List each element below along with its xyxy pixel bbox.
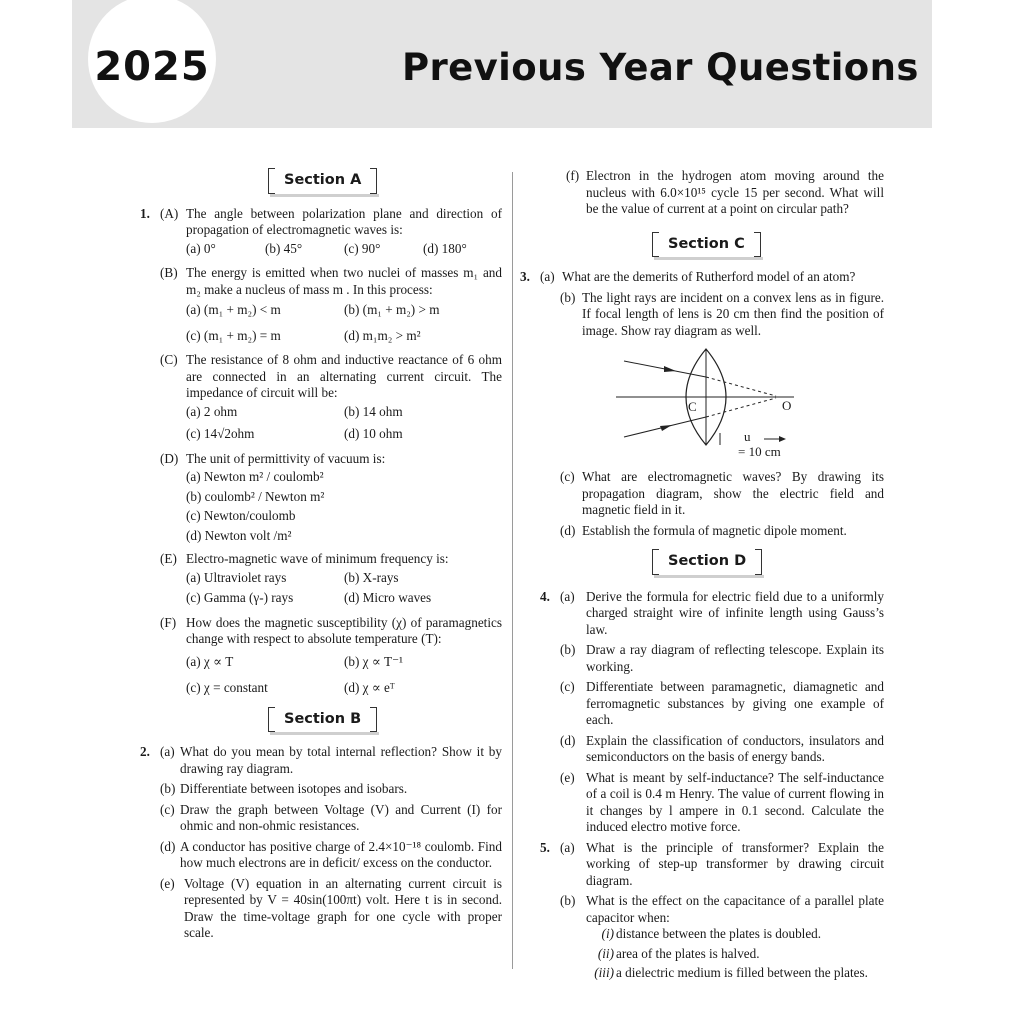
option: (d) 180° — [423, 240, 467, 256]
question-1 — [140, 206, 502, 701]
question-number: 5. — [540, 839, 550, 855]
section-d-heading: Section D — [652, 549, 762, 575]
q1-part-a: (A) The angle between polarization plane and direction of propagation of electromagnetic waves is: (a) 0° (b) 45° (c) 90° (d) 180° — [160, 206, 502, 262]
section-a-heading: Section A — [268, 168, 377, 194]
option: (b) 45° — [265, 240, 303, 256]
question-4 — [540, 589, 884, 836]
question-number: 1. — [140, 205, 150, 221]
q3-part-c: (c) What are electromagnetic waves? By drawing its propagation diagram, show the electric field and magnetic field in it. — [560, 469, 884, 517]
option: (c) Newton/coulomb — [186, 508, 296, 523]
option: (a) (m₁ + m₂) < m — [186, 302, 281, 317]
q4-part-a: (a) Derive the formula for electric field due to a uniformly charged straight wire of infinite length using Gauss’s law. — [560, 588, 884, 637]
q2-part-d: (d) A conductor has positive charge of 2.4×10⁻¹⁸ coulomb. Find how much electrons are in deficit/ excess on the conductor. — [160, 838, 502, 870]
option: (b) 14 ohm — [344, 403, 403, 419]
option: (a) 2 ohm — [186, 403, 238, 419]
option: (a) Ultraviolet rays — [186, 569, 287, 585]
option: (c) Gamma (γ-) rays — [186, 590, 294, 605]
lens-centre-label: C — [688, 399, 697, 414]
u-label: u — [744, 429, 751, 444]
option: (a) χ ∝ T — [186, 653, 234, 669]
q4-part-e: (e) What is meant by self-inductance? The self-inductance of a coil is 0.4 m Henry. The value of current flowing in it changes by l ampere in 0.1 second. Calculate the induced electro motive force. — [560, 769, 884, 834]
option: (d) Micro waves — [344, 590, 432, 605]
distance-label: = 10 cm — [738, 444, 781, 459]
q2-part-c: (c) Draw the graph between Voltage (V) and Current (I) for ohmic and non-ohmic resistances. — [160, 801, 502, 833]
option: (d) Newton volt /m² — [186, 527, 292, 543]
option: (b) X-rays — [344, 569, 399, 585]
q3-part-d: (d) Establish the formula of magnetic dipole moment. — [560, 522, 847, 538]
option: (d) 10 ohm — [344, 426, 403, 441]
options — [186, 654, 502, 701]
option: (d) χ ∝ eᵀ — [344, 680, 395, 695]
question-3 — [520, 269, 884, 539]
convex-lens-figure — [616, 345, 806, 463]
q5-sub-ii: (ii) area of the plates is halved. — [597, 945, 760, 961]
question-5 — [540, 840, 884, 982]
q2-part-a: (a) What do you mean by total internal reflection? Show it by drawing ray diagram. — [160, 744, 502, 776]
q5-sub-i: (i) distance between the plates is doubled. — [601, 926, 822, 941]
question-number: 3. — [520, 269, 530, 284]
q5-sub-iii: (iii) a dielectric medium is filled between the plates. — [594, 965, 868, 980]
page-title: Previous Year Questions — [402, 46, 919, 89]
option: (d) m₁m₂ > m² — [344, 327, 421, 343]
option: (c) χ = constant — [186, 680, 268, 695]
q1-part-c: (C) The resistance of 8 ohm and inductive reactance of 6 ohm are connected in an alternating current circuit. The impedance of circuit will be: (a) 2 ohm (b) 14 ohm (c) 14√2ohm (d) 10 ohm — [160, 352, 502, 447]
q1-part-f: (F) How does the magnetic susceptibility (χ) of paramagnetics change with respect to absolute temperature (T): (a) χ ∝ T (b) χ ∝ T⁻¹ (c) χ = constant (d) χ ∝ eᵀ — [160, 615, 502, 701]
q3-part-b: (b) The light rays are incident on a convex lens as in figure. If focal length of lens is 20 cm then find the position of image. Show ray diagram as well. — [560, 289, 884, 338]
q3-part-a: (a) What are the demerits of Rutherford model of an atom? — [540, 269, 856, 284]
column-divider — [512, 172, 513, 969]
option: (c) 14√2ohm — [186, 426, 255, 441]
q2-part-b: (b) Differentiate between isotopes and isobars. — [160, 781, 408, 796]
options — [186, 570, 502, 611]
option: (c) (m₁ + m₂) = m — [186, 327, 281, 343]
option: (b) χ ∝ T⁻¹ — [344, 653, 404, 669]
options — [186, 302, 502, 348]
question-number: 2. — [140, 744, 150, 759]
q4-part-b: (b) Draw a ray diagram of reflecting telescope. Explain its working. — [560, 642, 884, 674]
section-b-heading: Section B — [268, 707, 377, 733]
q2-part-f: (f) Electron in the hydrogen atom moving around the nucleus with 6.0×10¹⁵ cycle 15 per second. What will be the value of current at a point on circular path? — [566, 168, 884, 216]
q1-part-e: (E) Electro-magnetic wave of minimum frequency is: (a) Ultraviolet rays (b) X-rays (c) Gamma (γ-) rays (d) Micro waves — [160, 551, 502, 611]
question-2 — [140, 744, 502, 942]
option: (c) 90° — [344, 240, 381, 256]
option: (a) Newton m² / coulomb² — [186, 469, 324, 484]
q5-part-b: (b) What is the effect on the capacitance of a parallel plate capacitor when: (i) distance between the plates is doubled. (ii) area of the plates is halved. (iii) a dielectric medium is filled between the plates. — [560, 893, 884, 980]
q2-part-e: (e) Voltage (V) equation in an alternating current circuit is represented by V = 40sin(100πt) volt. Here t is in second. Draw the time-voltage graph for one cycle with proper scale. — [160, 875, 502, 940]
options — [186, 241, 502, 262]
q1-part-d: (D) The unit of permittivity of vacuum is: (a) Newton m² / coulomb² (b) coulomb² / Newton m² (c) Newton/coulomb (d) Newton volt /m² — [160, 451, 502, 548]
options — [186, 404, 502, 447]
q4-part-d: (d) Explain the classification of conductors, insulators and semiconductors on the basis of energy bands. — [560, 732, 884, 764]
right-column — [520, 168, 884, 986]
q4-part-c: (c) Differentiate between paramagnetic, diamagnetic and ferromagnetic substances by giving one example of each. — [560, 679, 884, 727]
question-number: 4. — [540, 588, 550, 604]
section-c-heading: Section C — [652, 232, 761, 258]
option: (b) coulomb² / Newton m² — [186, 488, 325, 504]
q5-part-a: (a) What is the principle of transformer? Explain the working of step-up transformer by drawing circuit diagram. — [560, 839, 884, 888]
q1-part-b: (B) The energy is emitted when two nuclei of masses m₁ and m₂ make a nucleus of mass m . In this process: (a) (m₁ + m₂) < m (b) (m₁ + m₂) > m (c) (m₁ + m₂) = m (d) m₁m₂ > m² — [160, 265, 502, 348]
point-o-label: O — [782, 398, 792, 413]
left-column — [140, 168, 502, 946]
option: (b) (m₁ + m₂) > m — [344, 302, 440, 317]
options — [186, 469, 502, 547]
year-label: 2025 — [94, 44, 210, 90]
option: (a) 0° — [186, 240, 216, 256]
